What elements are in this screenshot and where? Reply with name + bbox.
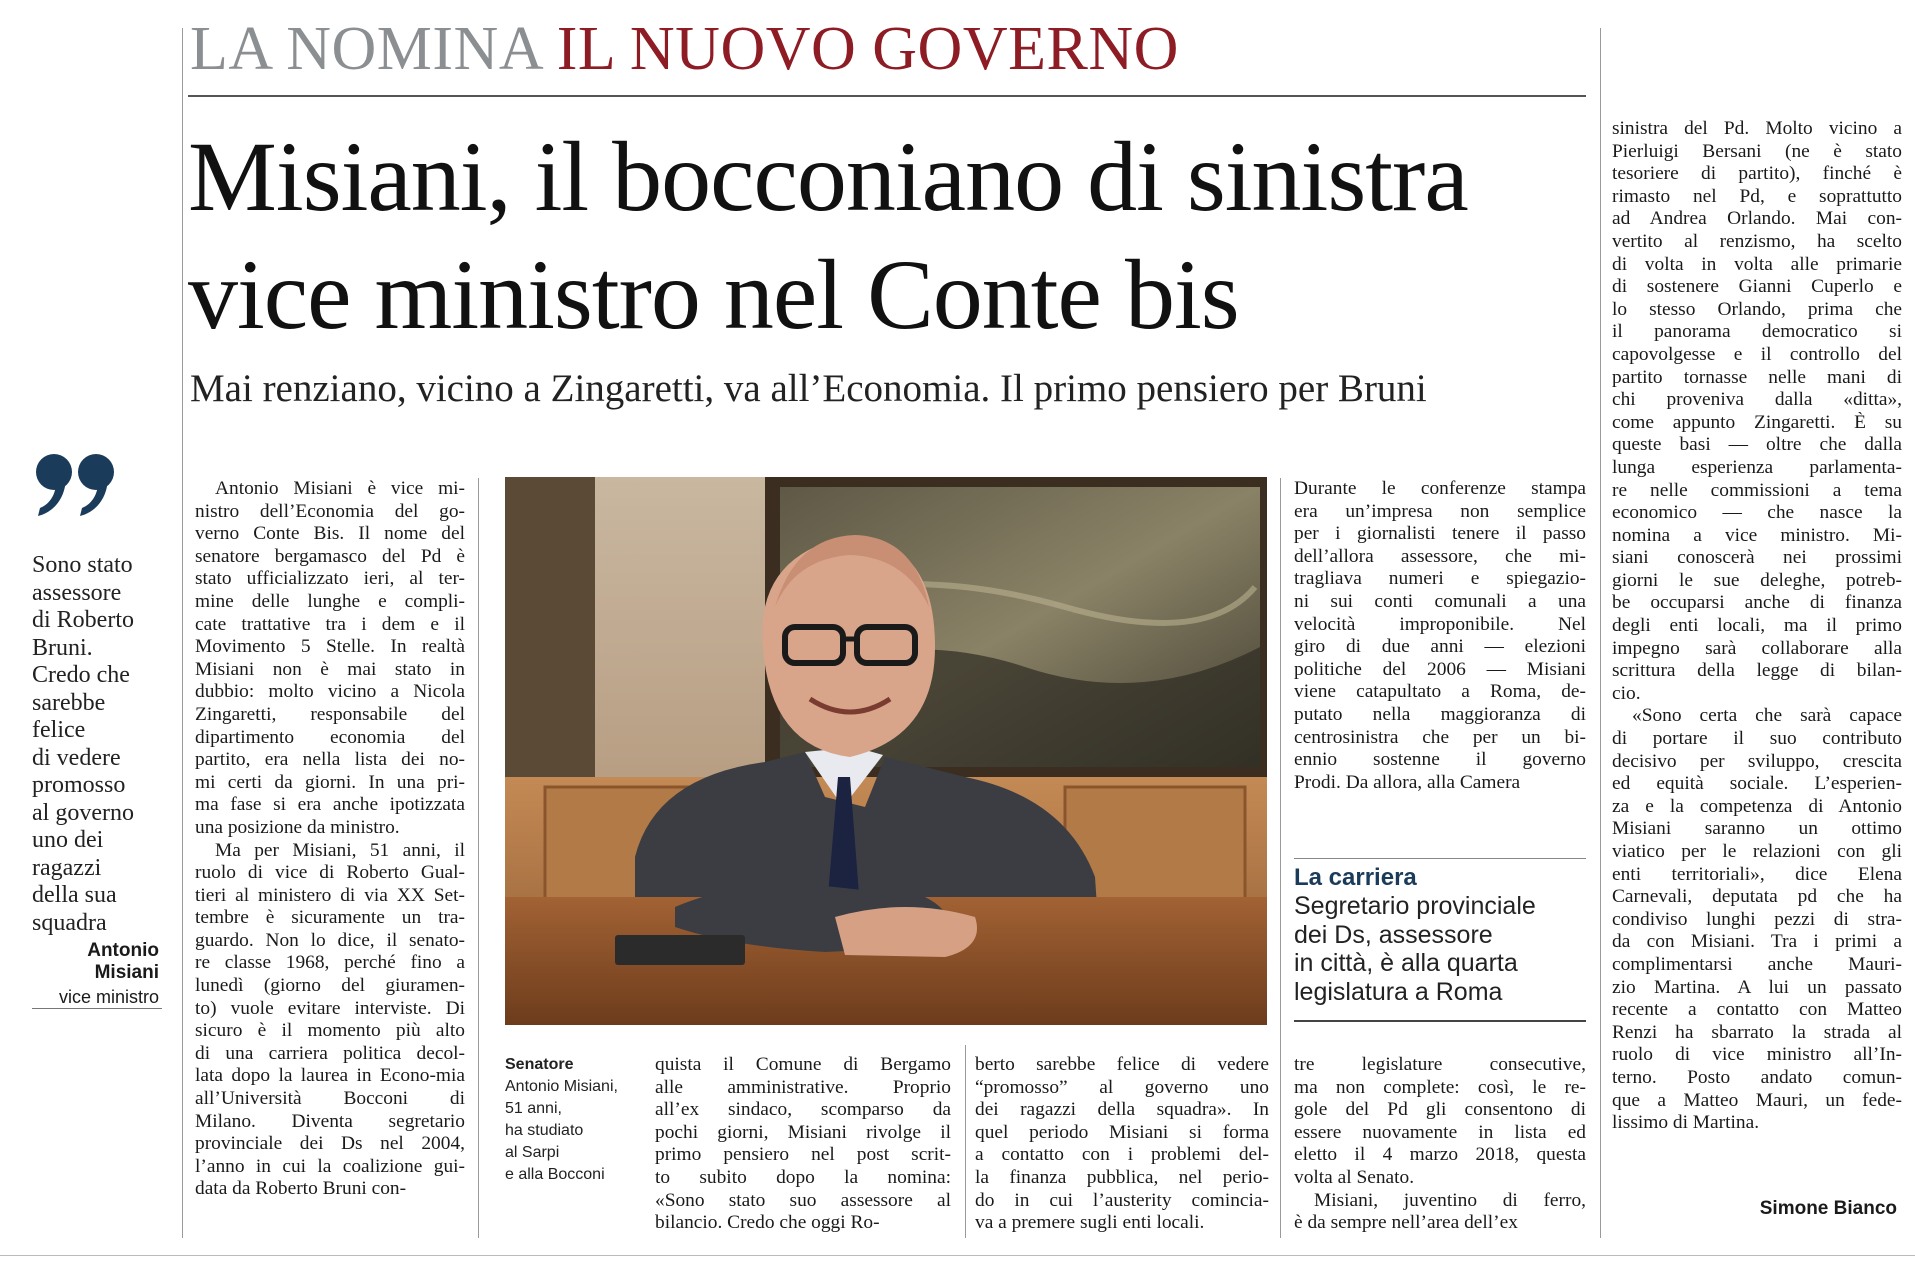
pull-quote-line: felice (32, 717, 86, 743)
article-line: all’ex sindaco, scomparso da (655, 1099, 951, 1121)
subheadline: Mai renziano, vicino a Zingaretti, va all’Economia. Il primo pensiero per Bruni (190, 367, 1427, 410)
article-line: re nelle commissioni a tema (1612, 479, 1902, 501)
article-line: quel periodo Misiani si forma (975, 1121, 1269, 1143)
pull-quote-line: Sono stato (32, 552, 133, 578)
article-line: do in cui l’austerity comincia- (975, 1189, 1269, 1211)
article-line: essere nuovamente in lista ed (1294, 1121, 1586, 1143)
pull-quote-line: di vedere (32, 744, 121, 771)
pull-quote-role: vice ministro (58, 987, 159, 1007)
article-line: pochi giorni, Misiani rivolge il (655, 1121, 951, 1143)
pull-quote-line: ragazzi (32, 854, 102, 881)
article-line: Misiani non è mai stato in (195, 658, 465, 680)
article-line: «Sono stato suo assessore al (655, 1189, 951, 1211)
career-box-line: Segretario provinciale (1294, 892, 1536, 920)
article-line: tesoriere di partito), finché è (1612, 163, 1902, 185)
article-line: lo stesso Orlando, prima che (1612, 298, 1902, 320)
article-line: quista il Comune di Bergamo (655, 1054, 951, 1075)
article-column-2 (655, 1054, 951, 1235)
career-box-line: legislatura a Roma (1294, 977, 1503, 1006)
caption-line: Antonio Misiani, (505, 1078, 618, 1095)
headline-line-2: vice ministro nel Conte bis (188, 239, 1239, 350)
caption-line: al Sarpi (505, 1144, 560, 1161)
right-column-divider (1600, 28, 1601, 1238)
kicker-section: LA NOMINA (190, 15, 541, 83)
article-line: Milano. Diventa segretario (195, 1110, 465, 1132)
article-line: ed equità sociale. L’esperien- (1612, 773, 1902, 795)
career-box-line: in città, è alla quarta (1294, 949, 1518, 977)
career-box-bottom-rule (1294, 1020, 1586, 1022)
pull-quote-line: di Roberto (32, 607, 134, 633)
article-line: za e la competenza di Antonio (1612, 795, 1902, 817)
article-line: partito, era nella lista dei no- (195, 749, 465, 771)
article-line: queste basi — oltre che dalla (1612, 434, 1902, 456)
article-line: stato ufficializzato ieri, al ter- (195, 568, 465, 590)
article-line: ruolo di vice ministro all’In- (1612, 1044, 1902, 1066)
article-line: economico — che nasce la (1612, 502, 1902, 524)
footer-rule (0, 1255, 1915, 1256)
article-line: Antonio Misiani è vice mi- (215, 478, 465, 499)
photo-illustration (505, 477, 1267, 1025)
kicker-topic: IL NUOVO GOVERNO (556, 15, 1179, 83)
article-line: recente a contatto con Matteo (1612, 999, 1902, 1021)
article-line: di una carriera politica decol- (195, 1042, 465, 1064)
article-line: dubbio: molto vicino a Nicola (195, 681, 465, 703)
article-column-3 (975, 1054, 1269, 1235)
body-divider-2 (965, 1045, 966, 1238)
article-line: nistro dell’Economia del go- (195, 500, 465, 522)
pull-quote-text (32, 552, 150, 937)
article-line: «Sono certa che sarà capace (1632, 705, 1902, 727)
career-box-line: dei Ds, assessore (1294, 920, 1493, 949)
pull-quote-name: Antonio Misiani (87, 940, 159, 983)
article-line: ni sui conti comunali a una (1294, 590, 1586, 612)
article-line: Durante le conferenze stampa (1294, 478, 1586, 499)
article-line: gole del Pd gli consentono di (1294, 1099, 1586, 1121)
article-line: capovolgesse e il controllo del (1612, 343, 1902, 365)
article-line: Renzi ha sbarrato la strada al (1612, 1021, 1902, 1043)
pull-quote-line: promosso (32, 772, 126, 798)
career-box-text (1294, 892, 1536, 1006)
article-line: enti territoriali», dice Elena (1612, 863, 1902, 885)
article-line: tragliava numeri e spiegazio- (1294, 568, 1586, 590)
pull-quote-line: della sua (32, 882, 117, 908)
body-divider-1 (478, 478, 479, 1238)
article-line: volta al Senato. (1294, 1166, 1415, 1188)
article-line: cio. (1612, 682, 1641, 704)
portrait-photo (505, 477, 1267, 1025)
article-line: siani conoscerà nei prossimi (1612, 547, 1902, 569)
article-line: senatore bergamasco del Pd è (195, 545, 465, 567)
article-line: di portare il suo contributo (1612, 728, 1902, 750)
article-line: all’Università Bocconi di (195, 1088, 465, 1110)
article-line: il panorama democratico si (1612, 321, 1902, 343)
article-line: dipartimento economia del (195, 726, 465, 748)
pull-quote-line: uno dei (32, 827, 104, 853)
article-line: nomina a vice ministro. Mi- (1612, 524, 1902, 546)
pull-quote-line: squadra (32, 909, 107, 936)
article-line: lissimo di Martina. (1612, 1112, 1760, 1134)
article-line: primo pensiero nel post scrit- (655, 1144, 951, 1166)
article-column-4-bottom (1294, 1054, 1586, 1235)
pull-quote-line: sarebbe (32, 689, 106, 716)
article-line: “promosso” al governo uno (975, 1076, 1269, 1098)
article-column-5 (1612, 118, 1902, 1135)
article-line: velocità improponibile. Nel (1294, 613, 1586, 635)
article-line: centrosinistra che per un bi- (1294, 726, 1586, 748)
article-line: a contatto con i problemi del- (975, 1144, 1269, 1166)
article-line: Misiani, juventino di ferro, (1314, 1189, 1586, 1211)
caption-title: Senatore (505, 1056, 574, 1073)
article-line: lunga esperienza parlamenta- (1612, 456, 1902, 478)
article-line: sicuro è il momento più alto (195, 1020, 465, 1042)
pull-quote-line: al governo (32, 799, 134, 826)
caption-line: ha studiato (505, 1122, 584, 1139)
article-line: alle amministrative. Proprio (655, 1076, 951, 1098)
headline-line-1: Misiani, il bocconiano di sinistra (188, 121, 1468, 232)
caption-line: e alla Bocconi (505, 1166, 605, 1183)
caption-line: 51 anni, (505, 1100, 562, 1117)
pull-quote-line: assessore (32, 579, 122, 606)
article-line: giro di due anni — elezioni (1294, 636, 1586, 658)
article-line: è da sempre nell’area dell’ex (1294, 1212, 1518, 1234)
article-line: tieri al ministero di via XX Set- (195, 884, 465, 906)
article-line: putato nella maggioranza di (1294, 703, 1586, 725)
photo-caption (505, 1054, 635, 1186)
article-line: que a Matteo Mauri, un fede- (1612, 1089, 1902, 1111)
article-line: una posizione da ministro. (195, 816, 400, 838)
article-line: verno Conte Bis. Il nome del (195, 523, 465, 545)
article-line: partito tornasse nelle mani di (1612, 366, 1902, 388)
article-line: di volta in volta alle primarie (1612, 253, 1902, 275)
pull-quote-line: Bruni. (32, 634, 93, 661)
career-box-title: La carriera (1294, 864, 1417, 891)
article-line: da con Misiani. Tra i primi a (1612, 931, 1902, 953)
headline-top-rule (188, 95, 1586, 97)
article-column-1 (195, 478, 465, 1201)
article-line: come appunto Zingaretti. È su (1612, 411, 1902, 433)
article-line: era un’impresa non semplice (1294, 500, 1586, 522)
article-line: Carnevali, deputata pd che ha (1612, 886, 1902, 908)
article-line: degli enti locali, ma il primo (1612, 615, 1902, 637)
article-line: to) vuole evitare interviste. Di (195, 997, 465, 1019)
article-line: giorni le sue deleghe, potreb- (1612, 569, 1902, 591)
article-line: politiche del 2006 — Misiani (1294, 658, 1586, 680)
article-line: cate trattative tra i dem e il (195, 613, 465, 635)
article-line: di sostenere Gianni Cuperlo e (1612, 276, 1902, 298)
article-line: Pierluigi Bersani (ne è stato (1612, 140, 1902, 162)
article-line: ma fase si era anche ipotizzata (195, 794, 465, 816)
section-kicker (190, 14, 1179, 84)
article-line: terno. Posto andato comun- (1612, 1066, 1902, 1088)
article-line: sinistra del Pd. Molto vicino a (1612, 118, 1902, 139)
article-line: impegno sarà collaborare alla (1612, 637, 1902, 659)
article-line: viatico per le relazioni con gli (1612, 841, 1902, 862)
byline: Simone Bianco (1759, 1198, 1897, 1219)
article-line: vertito al renzismo, ha scelto (1612, 230, 1902, 252)
pull-quote-line: Credo che (32, 662, 130, 688)
article-line: mine delle lunghe e compli- (195, 590, 465, 612)
article-line: lunedì (giorno del giuramen- (195, 975, 465, 997)
article-line: tembre è sicuramente un tra- (195, 907, 465, 929)
article-column-4-top (1294, 478, 1586, 794)
article-line: Zingaretti, responsabile del (195, 703, 465, 725)
article-line: data da Roberto Bruni con- (195, 1178, 407, 1200)
article-line: re classe 1968, perché fino a (195, 952, 465, 974)
article-line: per i giornalisti tenere il passo (1294, 523, 1586, 545)
article-line: Ma per Misiani, 51 anni, il (215, 839, 465, 861)
article-line: ad Andrea Orlando. Mai con- (1612, 208, 1902, 230)
article-line: condiviso lunghi pezzi di stra- (1612, 908, 1902, 930)
article-line: berto sarebbe felice di vedere (975, 1054, 1269, 1075)
article-line: scrittura della legge di bilan- (1612, 660, 1902, 682)
article-line: dei ragazzi della squadra». In (975, 1099, 1269, 1121)
article-line: ennio sostenne il governo (1294, 749, 1586, 771)
left-column-divider (182, 28, 183, 1238)
article-line: decisivo per sviluppo, crescita (1612, 750, 1902, 772)
article-line: dell’allora assessore, che mi- (1294, 545, 1586, 567)
quotation-mark-icon (32, 450, 122, 520)
article-line: lata dopo la laurea in Econo-mia (195, 1065, 465, 1087)
body-divider-3 (1280, 478, 1281, 1238)
career-box-top-rule (1294, 858, 1586, 859)
article-line: Misiani saranno un ottimo (1612, 818, 1902, 840)
article-line: mi certi da giorni. In una pri- (195, 771, 465, 793)
article-line: la finanza pubblica, nel perio- (975, 1166, 1269, 1188)
article-line: be occuparsi anche di finanza (1612, 592, 1902, 614)
quote-rule-left (32, 1008, 162, 1009)
article-line: guardo. Non lo dice, il senato- (195, 929, 465, 951)
article-line: zio Martina. A lui un passato (1612, 976, 1902, 998)
article-line: Movimento 5 Stelle. In realtà (195, 636, 465, 658)
article-line: rimasto nel Pd, e soprattutto (1612, 185, 1902, 207)
article-line: provinciale dei Ds nel 2004, (195, 1133, 465, 1155)
article-line: chi proveniva dalla «ditta», (1612, 389, 1902, 411)
article-line: eletto il 4 marzo 2018, questa (1294, 1144, 1586, 1166)
article-line: l’anno in cui la coalizione gui- (195, 1155, 465, 1177)
headline (188, 118, 1588, 354)
article-line: ruolo di vice di Roberto Gual- (195, 862, 465, 884)
article-line: ma non complete: così, le re- (1294, 1076, 1586, 1098)
article-line: bilancio. Credo che oggi Ro- (655, 1212, 880, 1234)
article-line: va a premere sugli enti locali. (975, 1212, 1205, 1234)
article-line: tre legislature consecutive, (1294, 1054, 1586, 1075)
article-line: to subito dopo la nomina: (655, 1166, 951, 1188)
article-line: Prodi. Da allora, alla Camera (1294, 771, 1521, 793)
article-line: viene catapultato a Roma, de- (1294, 681, 1586, 703)
article-line: complimentarsi anche Mauri- (1612, 953, 1902, 975)
